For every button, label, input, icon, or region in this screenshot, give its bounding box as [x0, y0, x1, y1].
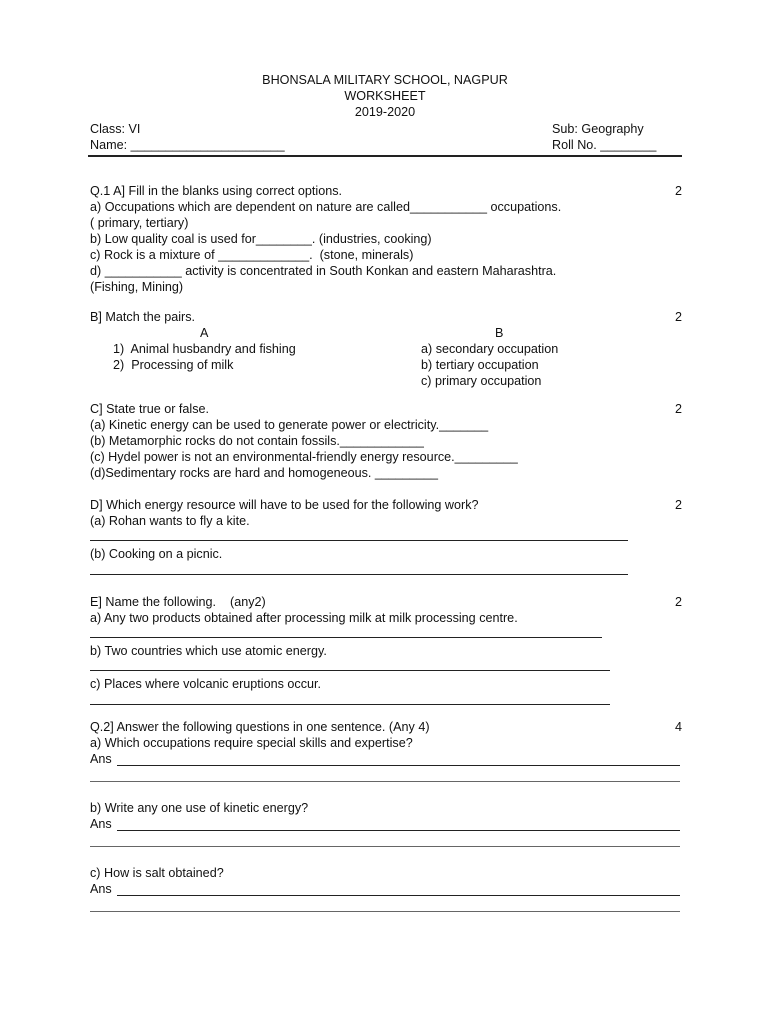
class-label: Class: VI — [90, 122, 141, 136]
answer-line — [90, 846, 680, 847]
energy-item-b: (b) Cooking on a picnic. — [90, 547, 223, 561]
match-column-a-header: A — [200, 326, 209, 340]
answer-label: Ans — [90, 817, 112, 831]
header-divider — [88, 155, 682, 157]
true-false-item: (d)Sedimentary rocks are hard and homogeneous. _________ — [90, 466, 438, 480]
q1-item-d-options: (Fishing, Mining) — [90, 280, 184, 294]
answer-line — [90, 637, 602, 638]
match-title: B] Match the pairs. — [90, 310, 195, 324]
energy-title: D] Which energy resource will have to be used for the following work? — [90, 498, 479, 512]
true-false-item: (b) Metamorphic rocks do not contain fossils.____________ — [90, 434, 424, 448]
match-column-b-header: B — [495, 326, 504, 340]
worksheet-title: WORKSHEET — [344, 89, 426, 103]
name-following-item-b: b) Two countries which use atomic energy. — [90, 644, 327, 658]
q2-item-c: c) How is salt obtained? — [90, 866, 224, 880]
match-marks: 2 — [674, 310, 682, 324]
true-false-title: C] State true or false. — [90, 402, 209, 416]
match-left-item: 2) Processing of milk — [113, 358, 234, 372]
answer-label: Ans — [90, 752, 112, 766]
match-left-item: 1) Animal husbandry and fishing — [113, 342, 296, 356]
answer-line — [90, 540, 628, 541]
q1-item-d: d) ___________ activity is concentrated in South Konkan and eastern Maharashtra. — [90, 264, 557, 278]
answer-line — [90, 911, 680, 912]
match-right-item: c) primary occupation — [421, 374, 542, 388]
name-following-title: E] Name the following. (any2) — [90, 595, 266, 609]
school-name: BHONSALA MILITARY SCHOOL, NAGPUR — [262, 73, 508, 87]
true-false-item: (c) Hydel power is not an environmental-friendly energy resource._________ — [90, 450, 518, 464]
energy-item-a: (a) Rohan wants to fly a kite. — [90, 514, 250, 528]
subject-label: Sub: Geography — [552, 122, 644, 136]
q1-item-a-options: ( primary, tertiary) — [90, 216, 189, 230]
name-following-item-a: a) Any two products obtained after processing milk at milk processing centre. — [90, 611, 518, 625]
q1-item-c: c) Rock is a mixture of _____________. (stone, minerals) — [90, 248, 414, 262]
answer-line — [90, 574, 628, 575]
answer-line — [117, 765, 680, 766]
answer-line — [90, 781, 680, 782]
energy-marks: 2 — [674, 498, 682, 512]
answer-label: Ans — [90, 882, 112, 896]
answer-line — [90, 704, 610, 705]
q1-title: Q.1 A] Fill in the blanks using correct options. — [90, 184, 342, 198]
true-false-item: (a) Kinetic energy can be used to generate power or electricity._______ — [90, 418, 489, 432]
answer-line — [117, 830, 680, 831]
q2-item-a: a) Which occupations require special skills and expertise? — [90, 736, 413, 750]
q1-marks: 2 — [674, 184, 682, 198]
academic-year: 2019-2020 — [354, 105, 416, 119]
student-name-field: Name: ______________________ — [90, 138, 285, 152]
true-false-marks: 2 — [674, 402, 682, 416]
match-right-item: b) tertiary occupation — [421, 358, 539, 372]
name-following-marks: 2 — [674, 595, 682, 609]
match-right-item: a) secondary occupation — [421, 342, 559, 356]
q2-item-b: b) Write any one use of kinetic energy? — [90, 801, 309, 815]
q1-item-b: b) Low quality coal is used for________. (industries, cooking) — [90, 232, 432, 246]
q1-item-a: a) Occupations which are dependent on nature are called___________ occupations. — [90, 200, 562, 214]
name-following-item-c: c) Places where volcanic eruptions occur. — [90, 677, 321, 691]
q2-marks: 4 — [674, 720, 682, 734]
roll-number-field: Roll No. ________ — [552, 138, 657, 152]
answer-line — [117, 895, 680, 896]
answer-line — [90, 670, 610, 671]
q2-title: Q.2] Answer the following questions in one sentence. (Any 4) — [90, 720, 430, 734]
